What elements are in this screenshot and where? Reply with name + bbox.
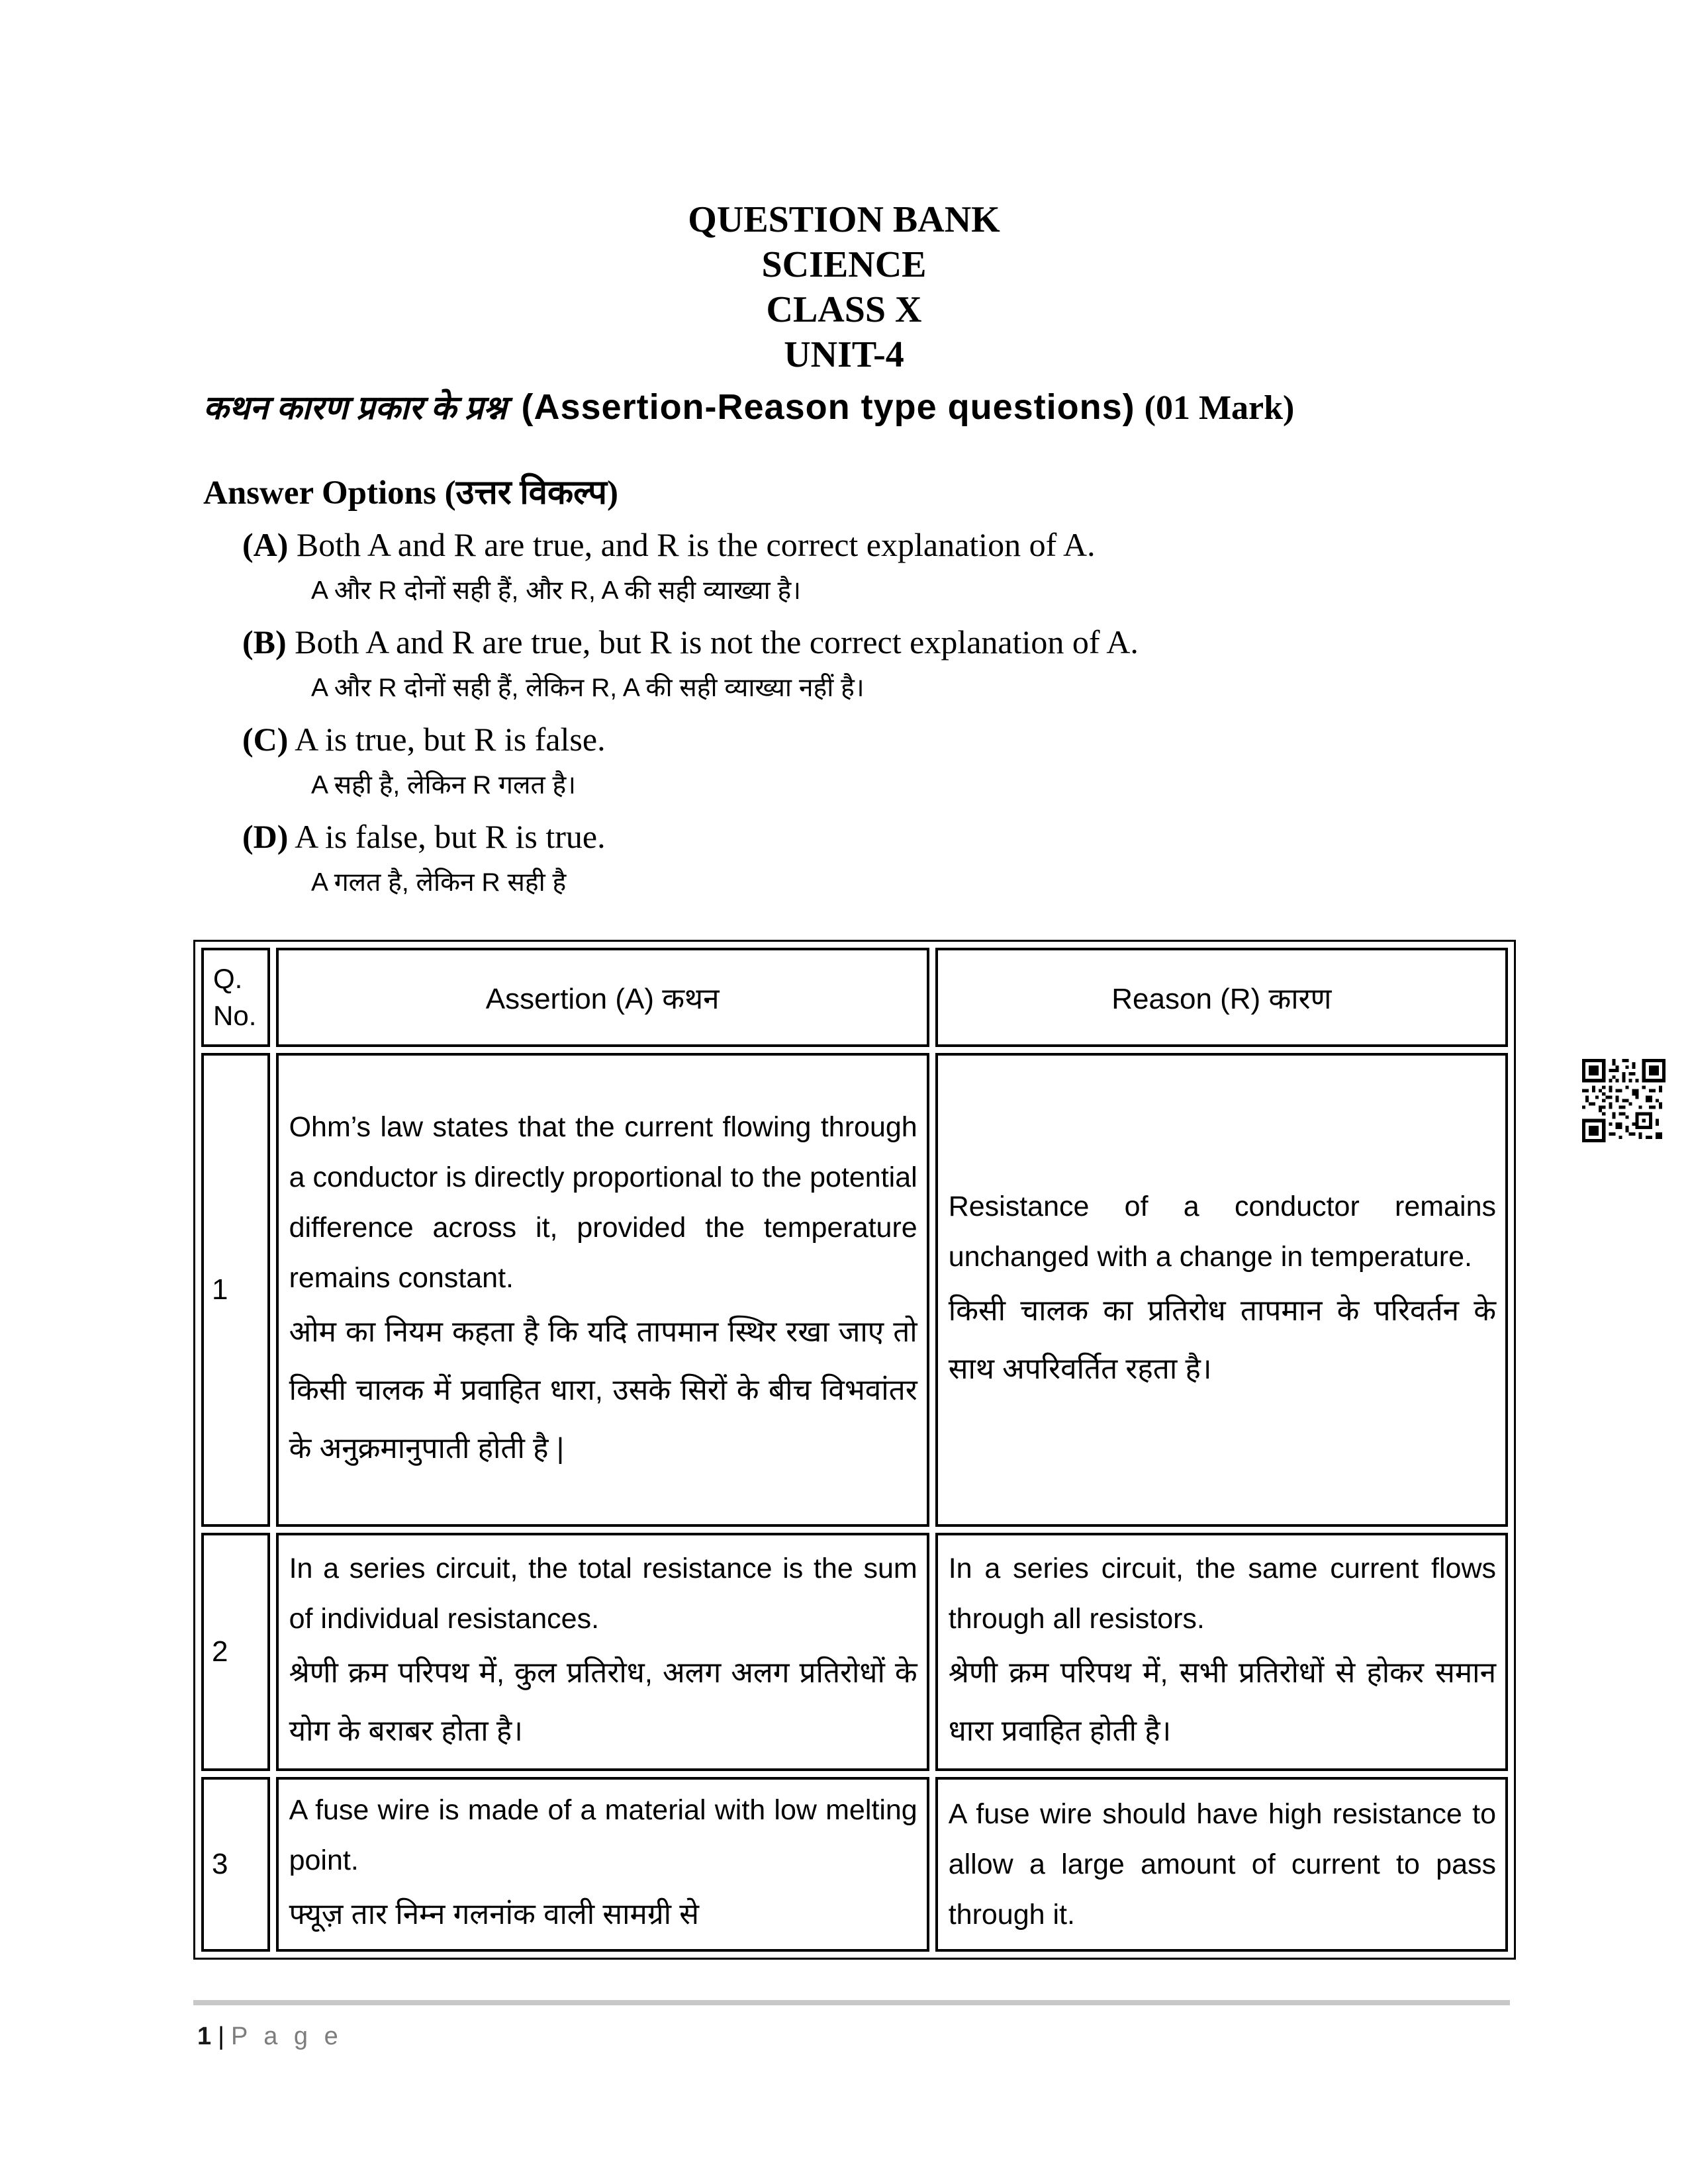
title-line-science: SCIENCE [761,244,927,285]
assertion-cell [276,1533,929,1771]
answer-options-heading: Answer Options (उत्तर विकल्प) [203,475,618,512]
title-line-class: CLASS X [766,289,922,330]
question-number: 1 [201,1053,270,1527]
assertion-hindi: फ्यूज़ तार निम्न गलनांक वाली सामग्री से [289,1898,700,1931]
option-b-hindi: A और R दोनों सही हैं, लेकिन R, A की सही व्याख्या नहीं है। [311,674,865,702]
reason-cell [935,1533,1508,1771]
option-b-text: Both A and R are true, but R is not the correct explanation of A. [295,623,1139,660]
option-d-label: (D) [242,818,289,855]
footer-separator: | [218,2023,225,2050]
header-reason: Reason (R) कारण [935,948,1508,1047]
option-d-hindi: A गलत है, लेकिन R सही है [311,868,567,897]
reason-cell [935,1053,1508,1527]
assertion-english: In a series circuit, the total resistance is the sum of individual resistances. [289,1553,917,1635]
subject-english: (Assertion-Reason type questions) [521,387,1135,427]
question-table [193,940,1516,1960]
reason-english: Resistance of a conductor remains unchanged with a change in temperature. [948,1191,1496,1273]
option-b-label: (B) [242,623,287,660]
answer-option-c [242,716,1467,807]
footer-divider [193,2000,1510,2005]
answer-option-a [242,522,1467,613]
subject-line [203,384,1527,429]
answer-option-d [242,813,1467,905]
answer-option-b [242,619,1467,710]
page-number: 1 [197,2023,212,2050]
table-row [201,1053,1508,1527]
assertion-hindi: श्रेणी क्रम परिपथ में, कुल प्रतिरोध, अलग अलग प्रतिरोधों के योग के बराबर होता है। [289,1657,917,1747]
option-a-text: Both A and R are true, and R is the correct explanation of A. [296,526,1096,563]
table-row [201,1533,1508,1771]
subject-marks: (01 Mark) [1144,389,1295,427]
option-c-text: A is true, but R is false. [295,721,606,758]
option-c-hindi: A सही है, लेकिन R गलत है। [311,771,577,799]
answer-options-list [242,522,1467,911]
reason-english: In a series circuit, the same current flows through all resistors. [948,1553,1496,1635]
reason-hindi: किसी चालक का प्रतिरोध तापमान के परिवर्तन के साथ अपरिवर्तित रहता है। [948,1295,1496,1385]
assertion-english: A fuse wire is made of a material with low melting point. [289,1794,917,1876]
header-qno: Q. No. [201,948,270,1047]
option-a-english [242,522,1467,568]
reason-english: A fuse wire should have high resistance to allow a large amount of current to pass through it. [948,1798,1496,1931]
option-d-text: A is false, but R is true. [295,818,606,855]
reason-hindi: श्रेणी क्रम परिपथ में, सभी प्रतिरोधों से होकर समान धारा प्रवाहित होती है। [948,1657,1496,1747]
page-footer [197,2023,343,2051]
option-a-hindi: A और R दोनों सही हैं, और R, A की सही व्याख्या है। [311,576,802,605]
option-d-english [242,813,1467,860]
qr-code [1582,1059,1665,1142]
question-number: 2 [201,1533,270,1771]
assertion-cell [276,1777,929,1952]
subject-hindi: कथन कारण प्रकार के प्रश्न [203,389,507,426]
option-c-label: (C) [242,721,289,758]
question-number: 3 [201,1777,270,1952]
assertion-cell [276,1053,929,1527]
table-header-row [201,948,1508,1047]
option-a-label: (A) [242,526,289,563]
assertion-english: Ohm’s law states that the current flowing through a conductor is directly proportional to the potential difference across it, provided the temperature remains constant. [289,1111,917,1294]
option-c-english [242,716,1467,762]
reason-cell [935,1777,1508,1952]
title-line-question-bank: QUESTION BANK [688,199,1000,240]
header-assertion: Assertion (A) कथन [276,948,929,1047]
table-row [201,1777,1508,1952]
document-title [0,197,1688,377]
footer-label: P a g e [231,2023,343,2050]
title-line-unit: UNIT-4 [784,334,904,375]
option-b-english [242,619,1467,665]
assertion-hindi: ओम का नियम कहता है कि यदि तापमान स्थिर रखा जाए तो किसी चालक में प्रवाहित धारा, उसके सिरों के बीच विभवांतर के अनुक्रमानुपाती होती है | [289,1316,917,1465]
